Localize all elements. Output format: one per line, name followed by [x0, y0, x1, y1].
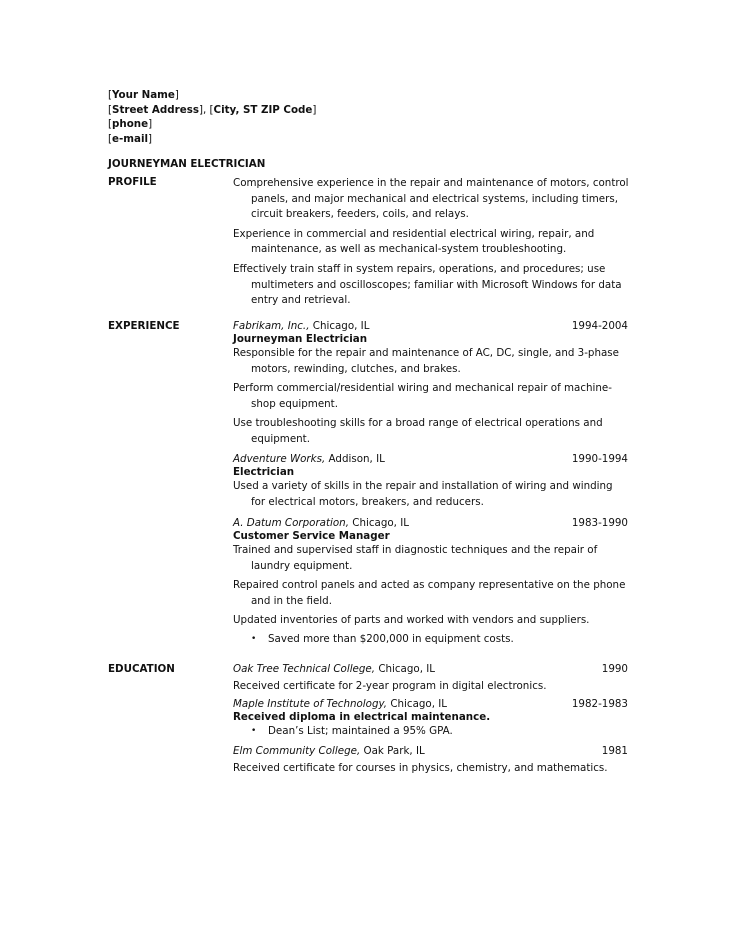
school-entry [233, 698, 630, 739]
profile-item: Comprehensive experience in the repair and maintenance of motors, control panels, and major mechanical and electrical systems, including timers, circuit breakers, feeders, coils, and relays. [233, 177, 629, 221]
phone-line: [phone] [108, 118, 153, 130]
company-name: Fabrikam, Inc., [233, 320, 310, 332]
phone: phone [112, 118, 149, 130]
company-name: Adventure Works, [233, 453, 326, 465]
job-duty: Use troubleshooting skills for a broad range of electrical operations and equipment. [233, 417, 603, 445]
job-location: Addison, IL [325, 453, 385, 465]
contact-block [108, 88, 316, 146]
school-location: Oak Park, IL [360, 745, 425, 757]
profile-section [233, 176, 630, 309]
email-line: [e-mail] [108, 132, 153, 145]
profile-item: Experience in commercial and residential electrical wiring, repair, and maintenance, as well as mechanical-system troubleshooting. [233, 227, 595, 256]
job-title: Electrician [233, 466, 295, 478]
address-line: [Street Address], [City, ST ZIP Code] [108, 103, 317, 116]
name: Your Name [112, 89, 175, 101]
school-entry [233, 745, 630, 776]
job-entry [233, 517, 630, 647]
job-dates: 1983-1990 [571, 517, 628, 529]
school-dates: 1981 [601, 745, 628, 757]
profile-label: PROFILE [108, 176, 157, 188]
bullet-icon: • [251, 633, 257, 644]
job-dates: 1994-2004 [571, 320, 628, 332]
objective-title: JOURNEYMAN ELECTRICIAN [108, 158, 266, 170]
job-header [233, 320, 630, 333]
school-header [233, 745, 630, 758]
job-duty: Trained and supervised staff in diagnostic techniques and the repair of laundry equipment. [233, 544, 598, 572]
job-location: Chicago, IL [309, 320, 370, 332]
street-address: Street Address [112, 103, 199, 116]
bullet-icon: • [251, 726, 257, 736]
city-state-zip: City, ST ZIP Code [213, 103, 313, 116]
achievement-bullet [233, 724, 630, 739]
job-dates: 1990-1994 [571, 453, 628, 465]
job-entry [233, 453, 630, 510]
bullet-text: Saved more than $200,000 in equipment costs. [268, 632, 514, 645]
company-name: A. Datum Corporation, [233, 517, 349, 529]
job-header [233, 453, 630, 466]
school-name: Maple Institute of Technology, [233, 698, 388, 710]
job-duty: Updated inventories of parts and worked with vendors and suppliers. [233, 614, 590, 627]
school-header [233, 698, 630, 711]
job-title: Customer Service Manager [233, 530, 390, 542]
school-dates: 1982-1983 [571, 698, 628, 710]
education-label: EDUCATION [108, 663, 175, 675]
school-dates: 1990 [601, 663, 628, 675]
school-name: Oak Tree Technical College, [233, 663, 376, 675]
job-location: Chicago, IL [349, 517, 409, 529]
job-duty: Responsible for the repair and maintenance of AC, DC, single, and 3-phase motors, rewinding, clutches, and brakes. [233, 347, 619, 375]
achievement-bullet [233, 632, 630, 647]
school-entry [233, 663, 630, 694]
school-header [233, 663, 630, 676]
job-header [233, 517, 630, 530]
school-name: Elm Community College, [233, 745, 361, 757]
job-title: Journeyman Electrician [233, 333, 368, 345]
profile-item: Effectively train staff in system repairs, operations, and procedures; use multimeters and oscilloscopes; familiar with Microsoft Windows for data entry and retrieval. [233, 262, 622, 307]
school-location: Chicago, IL [375, 663, 436, 675]
job-entry [233, 320, 630, 448]
job-duty: Perform commercial/residential wiring and mechanical repair of machine-shop equipment. [233, 382, 612, 410]
email: e-mail [112, 132, 149, 145]
school-detail: Received certificate for 2-year program in digital electronics. [233, 680, 547, 692]
school-detail: Received certificate for courses in physics, chemistry, and mathematics. [233, 762, 608, 774]
school-location: Chicago, IL [387, 698, 448, 710]
school-detail: Received diploma in electrical maintenance. [233, 711, 491, 723]
name-line: [Your Name] [108, 89, 179, 101]
experience-label: EXPERIENCE [108, 320, 180, 332]
job-duty: Repaired control panels and acted as company representative on the phone and in the field. [233, 579, 626, 607]
job-duty: Used a variety of skills in the repair and installation of wiring and winding for electrical motors, breakers, and reducers. [233, 480, 613, 508]
bullet-text: Dean’s List; maintained a 95% GPA. [268, 725, 453, 737]
